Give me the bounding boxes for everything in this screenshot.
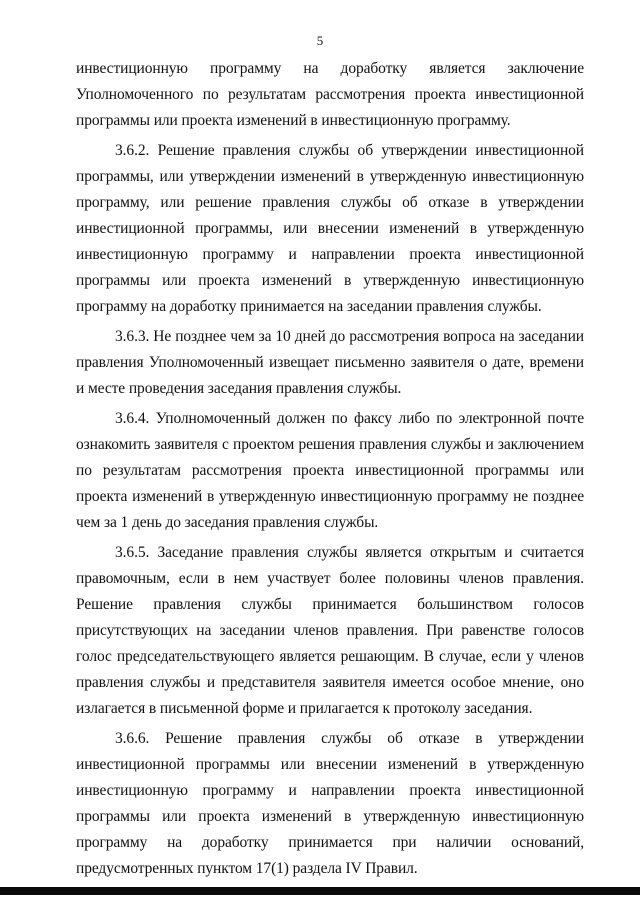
scan-edge-band (0, 887, 640, 895)
paragraph-3-6-5: 3.6.5. Заседание правления службы является открытым и считается правомочным, если в нем участвует более половины членов правления. Решение правления службы принимается большинством голосов присутствующих на заседании членов правления. При равенстве голосов голос председательствующего является решающим. В случае, если у членов правления службы и представителя заявителя имеется особое мнение, оно излагается в письменной форме и прилагается к протоколу заседания. (76, 544, 584, 717)
paragraph-3-6-2: 3.6.2. Решение правления службы об утверждении инвестиционной программы, или утверждении изменений в утвержденную инвестиционную программу, или решение правления службы об отказе в утверждении инвестиционной программы, или внесении изменений в утвержденную инвестиционную программу и направлении проекта инвестиционной программы или проекта изменений в утвержденную инвестиционную программу на доработку принимается на заседании правления службы. (76, 142, 584, 315)
paragraph-continuation: инвестиционную программу на доработку является заключение Уполномоченного по результатам рассмотрения проекта инвестиционной программы или проекта изменений в инвестиционную программу. (76, 60, 584, 129)
paragraph-3-6-6: 3.6.6. Решение правления службы об отказе в утверждении инвестиционной программы или внесении изменений в утвержденную инвестиционную программу и направлении проекта инвестиционной программы или проекта изменений в утвержденную инвестиционную программу на доработку принимается при наличии оснований, предусмотренных пунктом 17(1) раздела IV Правил. (76, 730, 584, 877)
document-body (76, 56, 584, 882)
page-bottom-margin (0, 895, 640, 905)
page-number: 5 (316, 33, 324, 48)
paragraph-3-6-4: 3.6.4. Уполномоченный должен по факсу либо по электронной почте ознакомить заявителя с проектом решения правления службы и заключением по результатам рассмотрения проекта инвестиционной программы или проекта изменений в утвержденную инвестиционную программу не позднее чем за 1 день до заседания правления службы. (76, 410, 584, 531)
paragraph-3-6-3: 3.6.3. Не позднее чем за 10 дней до рассмотрения вопроса на заседании правления Уполномоченный извещает письменно заявителя о дате, времени и месте проведения заседания правления службы. (76, 328, 584, 397)
